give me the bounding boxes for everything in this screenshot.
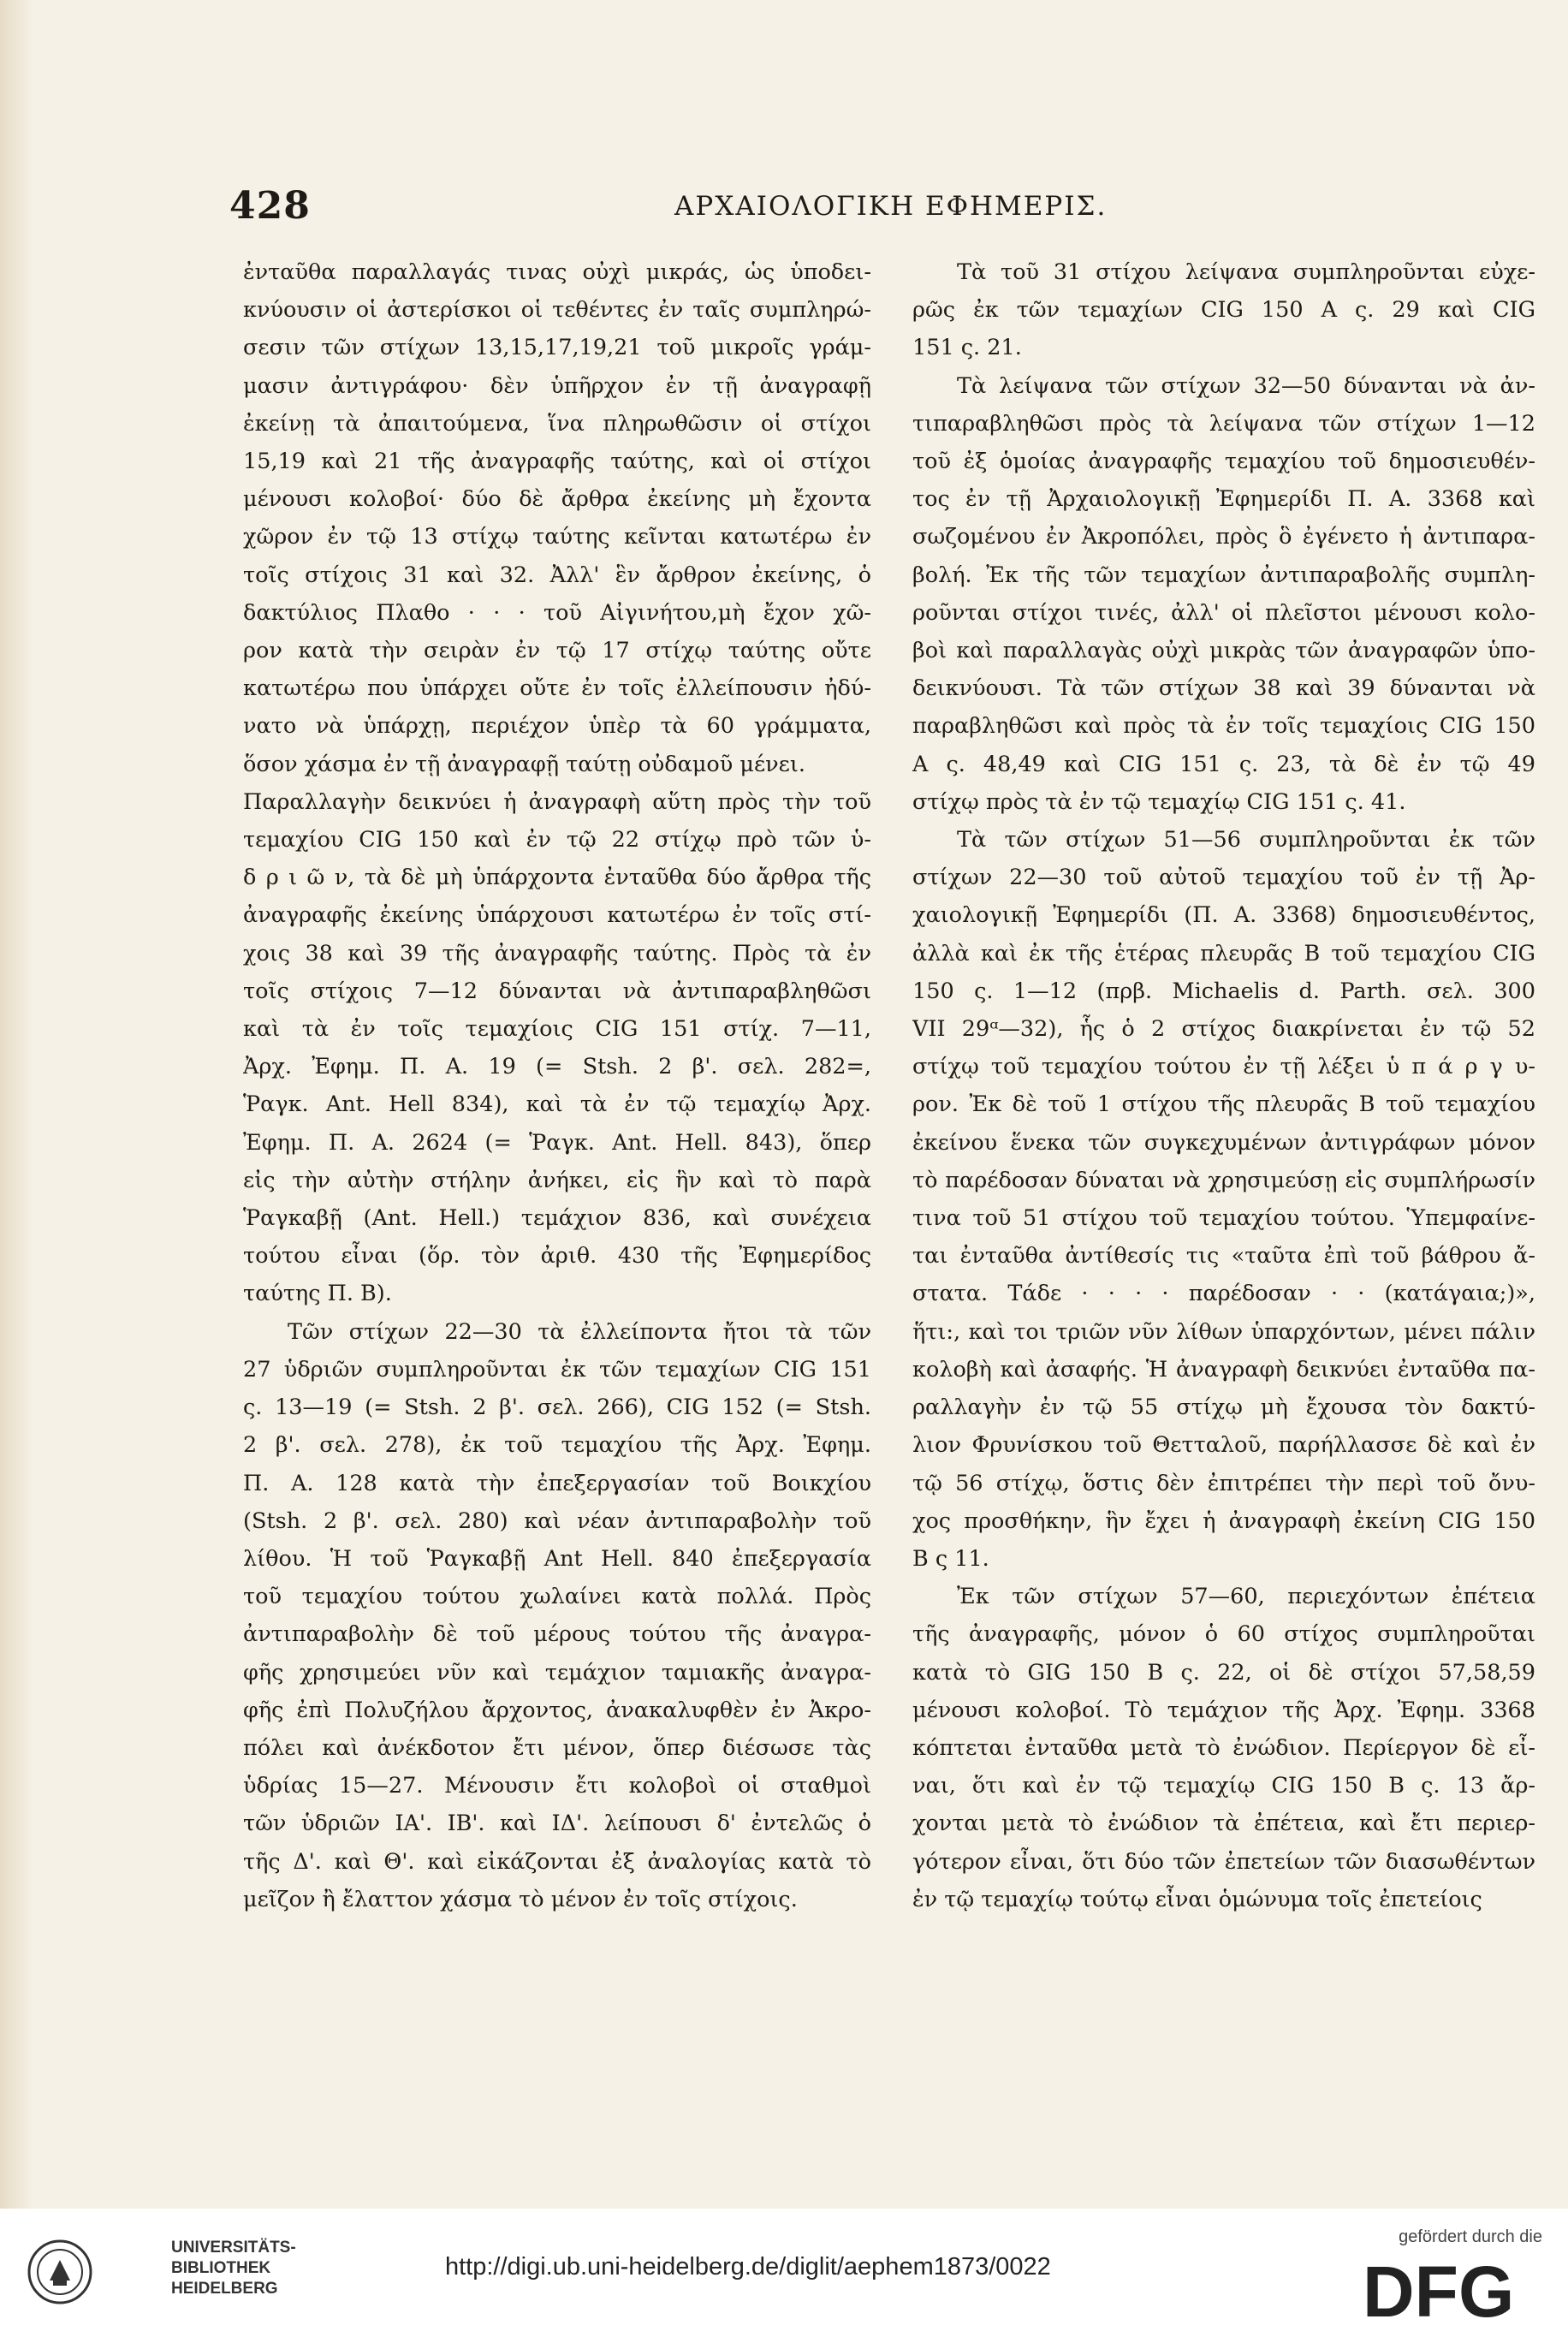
text-line: Τῶν στίχων 22—30 τὰ ἐλλείποντα ἤτοι τὰ τῶν [288, 1318, 871, 1345]
text-line: τοῦ ἐξ ὁμοίας ἀναγραφῆς τεμαχίου τοῦ δημοσιευθέν- [912, 449, 1535, 475]
text-line: ρον κατὰ τὴν σειρὰν ἐν τῷ 17 στίχῳ ταύτης οὔτε [243, 638, 871, 664]
text-line: πόλει καὶ ἀνέκδοτον ἔτι μένον, ὅπερ διέσωσε τὰς [243, 1734, 871, 1761]
library-name-line: HEIDELBERG [171, 2280, 278, 2298]
text-line: χαιολογικῇ Ἐφημερίδι (Π. Α. 3368) δημοσιευθέντος, [912, 902, 1535, 929]
text-line: μένουσι κολοβοί· δύο δὲ ἄρθρα ἐκείνης μὴ ἔχοντα [243, 486, 871, 513]
text-line: στατα. Τάδε · · · · παρέδοσαν · · (κατάγαια;)», [912, 1281, 1535, 1307]
text-line: ἥτι:, καὶ τοι τριῶν νῦν λίθων ὑπαρχόντων, μένει πάλιν [912, 1318, 1535, 1345]
text-line: εἰς τὴν αὐτὴν στήλην ἀνήκει, εἰς ἣν καὶ τὸ παρὰ [243, 1167, 871, 1193]
text-line: μασιν ἀντιγράφου· δὲν ὑπῆρχον ἐν τῇ ἀναγραφῇ [243, 372, 871, 399]
text-line: φῆς χρησιμεύει νῦν καὶ τεμάχιον ταμιακῆς ἀναγρα- [243, 1659, 871, 1686]
text-line: τοῖς στίχοις 31 καὶ 32. Ἀλλ' ἓν ἄρθρον ἐκείνης, ὁ [243, 562, 871, 588]
text-line: Ἐκ τῶν στίχων 57—60, περιεχόντων ἐπέτεια [957, 1584, 1535, 1610]
library-name-line: BIBLIOTHEK [171, 2259, 271, 2277]
viewer-footer [0, 2209, 1568, 2343]
text-line: κατὰ τὸ GIG 150 B ς. 22, οἱ δὲ στίχοι 57,58,59 [912, 1659, 1535, 1686]
text-line: τοῦ τεμαχίου τούτου χωλαίνει κατὰ πολλά. Πρὸς [243, 1584, 871, 1610]
dfg-logo-text: DFG [1363, 2257, 1515, 2325]
text-line: νατο νὰ ὑπάρχῃ, περιέχον ὑπὲρ τὰ 60 γράμματα, [243, 713, 871, 740]
text-line: καὶ τὰ ἐν τοῖς τεμαχίοις CIG 151 στίχ. 7—11, [243, 1016, 871, 1043]
text-line: τοῖς στίχοις 7—12 δύνανται νὰ ἀντιπαραβληθῶσι [243, 978, 871, 1004]
text-line: μεῖζον ἢ ἔλαττον χάσμα τὸ μένον ἐν τοῖς στίχοις. [243, 1886, 798, 1912]
text-line: στίχῳ τοῦ τεμαχίου τούτου ἐν τῇ λέξει ὑ π ά ρ γ υ- [912, 1054, 1535, 1080]
library-name[interactable] [171, 2238, 296, 2299]
text-line: λιον Φρυνίσκου τοῦ Θετταλοῦ, παρήλλασσε δὲ καὶ ἐν [912, 1432, 1535, 1459]
text-line: 150 ς. 1—12 (πρβ. Michaelis d. Parth. σελ. 300 [912, 978, 1535, 1004]
text-line: ἐν τῷ τεμαχίῳ τούτῳ εἶναι ὁμώνυμα τοῖς ἐπετείοις [912, 1886, 1482, 1912]
library-name-line: UNIVERSITÄTS- [171, 2239, 296, 2257]
text-line: δακτύλιος Πλαθο · · · τοῦ Αἰγινήτου,μὴ ἔχον χῶ- [243, 599, 871, 626]
text-line: γότερον εἶναι, ὅτι δύο τῶν ἐπετείων τῶν διασωθέντων [912, 1848, 1535, 1875]
text-line: ραλλαγὴν ἐν τῷ 55 στίχῳ μὴ ἔχουσα τὸν δακτύ- [912, 1395, 1535, 1421]
university-seal-icon[interactable] [24, 2236, 161, 2308]
text-line: χοις 38 καὶ 39 τῆς ἀναγραφῆς ταύτης. Πρὸς τὰ ἐν [243, 940, 871, 966]
text-line: ἀλλὰ καὶ ἐκ τῆς ἑτέρας πλευρᾶς Β τοῦ τεμαχίου CIG [912, 940, 1535, 966]
text-line: τῶν ὑδριῶν ΙΑ'. ΙΒ'. καὶ ΙΔ'. λείπουσι δ' ἐντελῶς ὁ [243, 1811, 871, 1837]
text-line: κνύουσιν οἱ ἀστερίσκοι οἱ τεθέντες ἐν ταῖς συμπληρώ- [243, 297, 871, 324]
text-line: ἐκείνου ἕνεκα τῶν συγκεχυμένων ἀντιγράφων μόνον [912, 1129, 1535, 1156]
text-line: 27 ὑδριῶν συμπληροῦνται ἐκ τῶν τεμαχίων CIG 151 [243, 1356, 871, 1383]
page-edge-shadow [0, 0, 34, 2209]
text-line: ρῶς ἐκ τῶν τεμαχίων CIG 150 A ς. 29 καὶ CIG [912, 297, 1535, 324]
text-line: ρον. Ἐκ δὲ τοῦ 1 στίχου τῆς πλευρᾶς Β τοῦ τεμαχίου [912, 1091, 1535, 1118]
text-line: ἀναγραφῆς ἐκείνης ὑπάρχουσι κατωτέρω ἐν τοῖς στί- [243, 902, 871, 929]
text-line: βοὶ καὶ παραλλαγὰς οὐχὶ μικρὰς τῶν ἀναγραφῶν ὑπο- [912, 638, 1535, 664]
text-line: ς. 13—19 (= Stsh. 2 β'. σελ. 266), CIG 152 (= Stsh. [243, 1395, 871, 1421]
text-line: ταύτης Π. Β). [243, 1281, 392, 1307]
text-line: στίχων 22—30 τοῦ αὐτοῦ τεμαχίου τοῦ ἐν τῇ Ἀρ- [912, 865, 1535, 891]
text-line: Ἀρχ. Ἐφημ. Π. Α. 19 (= Stsh. 2 β'. σελ. 282=, [243, 1054, 871, 1080]
text-line: παραβληθῶσι καὶ πρὸς τὰ ἐν τοῖς τεμαχίοις CIG 150 [912, 713, 1535, 740]
text-line: B ς 11. [912, 1545, 989, 1572]
text-line: δεικνύουσι. Τὰ τῶν στίχων 38 καὶ 39 δύνανται νὰ [912, 675, 1535, 702]
text-line: τιπαραβληθῶσι πρὸς τὰ λείψανα τῶν στίχων 1—12 [912, 410, 1535, 437]
text-line: τῆς Δ'. καὶ Θ'. καὶ εἰκάζονται ἐξ ἀναλογίας κατὰ τὸ [243, 1848, 871, 1875]
text-line: δ ρ ι ῶ ν, τὰ δὲ μὴ ὑπάρχοντα ἐνταῦθα δύο ἄρθρα τῆς [243, 865, 871, 891]
text-line: Π. Α. 128 κατὰ τὴν ἐπεξεργασίαν τοῦ Βοικχίου [243, 1470, 871, 1496]
text-line: 2 β'. σελ. 278), ἐκ τοῦ τεμαχίου τῆς Ἀρχ. Ἐφημ. [243, 1432, 871, 1459]
text-line: στίχῳ πρὸς τὰ ἐν τῷ τεμαχίῳ CIG 151 ς. 41. [912, 788, 1406, 815]
page-number: 428 [229, 184, 311, 228]
text-line: φῆς ἐπὶ Πολυζήλου ἄρχοντος, ἀνακαλυφθὲν ἐν Ἀκρο- [243, 1697, 871, 1723]
text-line: σωζομένου ἐν Ἀκροπόλει, πρὸς ὃ ἐγένετο ἡ ἀντιπαρα- [912, 524, 1535, 550]
text-line: (Stsh. 2 β'. σελ. 280) καὶ νέαν ἀντιπαραβολὴν τοῦ [243, 1507, 871, 1534]
text-line: τῷ 56 στίχῳ, ὅστις δὲν ἐπιτρέπει τὴν περὶ τοῦ ὄνυ- [912, 1470, 1535, 1496]
text-line: τούτου εἶναι (ὅρ. τὸν ἀριθ. 430 τῆς Ἐφημερίδος [243, 1243, 871, 1270]
text-line: χονται μετὰ τὸ ἐνώδιον τὰ ἐπέτεια, καὶ ἔτι περιερ- [912, 1811, 1535, 1837]
text-line: ἀντιπαραβολὴν δὲ τοῦ μέρους τούτου τῆς ἀναγρα- [243, 1621, 871, 1648]
text-line: 151 ς. 21. [912, 335, 1022, 361]
text-line: χῶρον ἐν τῷ 13 στίχῳ ταύτης κεῖνται κατωτέρω ἐν [243, 524, 871, 550]
funded-by-label: gefördert durch die [1399, 2227, 1542, 2246]
right-text-column [912, 253, 1535, 1918]
text-line: τος ἐν τῇ Ἀρχαιολογικῇ Ἐφημερίδι Π. Α. 3368 καὶ [912, 486, 1535, 513]
text-line: VII 29ᵅ—32), ἧς ὁ 2 στίχος διακρίνεται ἐν τῷ 52 [912, 1016, 1535, 1043]
text-line: ὅσον χάσμα ἐν τῇ ἀναγραφῇ ταύτῃ οὐδαμοῦ μένει. [243, 751, 805, 777]
text-line: Παραλλαγὴν δεικνύει ἡ ἀναγραφὴ αὕτη πρὸς τὴν τοῦ [243, 788, 871, 815]
text-line: κατωτέρω που ὑπάρχει οὔτε ἐν τοῖς ἐλλείπουσιν ἠδύ- [243, 675, 871, 702]
text-line: βολή. Ἐκ τῆς τῶν τεμαχίων ἀντιπαραβολῆς συμπλη- [912, 562, 1535, 588]
text-line: τὸ παρέδοσαν δύναται νὰ χρησιμεύσῃ εἰς συμπλήρωσίν [912, 1167, 1535, 1193]
text-line: Ἐφημ. Π. Α. 2624 (= Ῥαγκ. Ant. Hell. 843), ὅπερ [243, 1129, 871, 1156]
text-line: Τὰ τῶν στίχων 51—56 συμπληροῦνται ἐκ τῶν [957, 827, 1535, 853]
text-line: ροῦνται στίχοι τινές, ἀλλ' οἱ πλεῖστοι μένουσι κολο- [912, 599, 1535, 626]
running-title: ΑΡΧΑΙΟΛΟΓΙΚΗ ΕΦΗΜΕΡΙΣ. [674, 191, 1108, 222]
text-line: τῆς ἀναγραφῆς, μόνον ὁ 60 στίχος συμπληροῦται [912, 1621, 1535, 1648]
text-line: Τὰ λείψανα τῶν στίχων 32—50 δύνανται νὰ ἀν- [957, 372, 1535, 399]
text-line: Ῥαγκαβῇ (Ant. Hell.) τεμάχιον 836, καὶ συνέχεια [243, 1205, 871, 1232]
left-text-column [243, 253, 871, 1918]
dfg-logo-icon[interactable] [1363, 2257, 1542, 2325]
text-line: Ῥαγκ. Ant. Hell 834), καὶ τὰ ἐν τῷ τεμαχίῳ Ἀρχ. [243, 1091, 871, 1118]
permalink-url[interactable]: http://digi.ub.uni-heidelberg.de/diglit/aephem1873/0022 [445, 2253, 1051, 2281]
text-line: ὑδρίας 15—27. Μένουσιν ἔτι κολοβοὶ οἱ σταθμοὶ [243, 1773, 871, 1799]
text-line: A ς. 48,49 καὶ CIG 151 ς. 23, τὰ δὲ ἐν τῷ 49 [912, 751, 1535, 777]
text-line: ἐκείνῃ τὰ ἀπαιτούμενα, ἵνα πληρωθῶσιν οἱ στίχοι [243, 410, 871, 437]
text-line: κόπτεται ἐνταῦθα μετὰ τὸ ἐνώδιον. Περίεργον δὲ εἶ- [912, 1734, 1535, 1761]
text-line: ἐνταῦθα παραλλαγάς τινας οὐχὶ μικράς, ὡς ὑποδει- [243, 259, 871, 285]
text-line: μένουσι κολοβοί. Τὸ τεμάχιον τῆς Ἀρχ. Ἐφημ. 3368 [912, 1697, 1535, 1723]
text-line: λίθου. Ἡ τοῦ Ῥαγκαβῇ Ant Hell. 840 ἐπεξεργασία [243, 1545, 871, 1572]
text-line: κολοβὴ καὶ ἀσαφής. Ἡ ἀναγραφὴ δεικνύει ἐνταῦθα πα- [912, 1356, 1535, 1383]
text-line: τινα τοῦ 51 στίχου τοῦ τεμαχίου τούτου. Ὑπεμφαίνε- [912, 1205, 1535, 1232]
text-line: 15,19 καὶ 21 τῆς ἀναγραφῆς ταύτης, καὶ οἱ στίχοι [243, 449, 871, 475]
text-line: ται ἐνταῦθα ἀντίθεσίς τις «ταῦτα ἐπὶ τοῦ βάθρου ἄ- [912, 1243, 1535, 1270]
text-line: τεμαχίου CIG 150 καὶ ἐν τῷ 22 στίχῳ πρὸ τῶν ὑ- [243, 827, 871, 853]
text-line: χος προσθήκην, ἣν ἔχει ἡ ἀναγραφὴ ἐκείνη CIG 150 [912, 1507, 1535, 1534]
text-line: ναι, ὅτι καὶ ἐν τῷ τεμαχίῳ CIG 150 B ς. 13 ἄρ- [912, 1773, 1535, 1799]
page-header [229, 184, 1568, 235]
text-line: Τὰ τοῦ 31 στίχου λείψανα συμπληροῦνται εὐχε- [957, 259, 1535, 285]
text-line: σεσιν τῶν στίχων 13,15,17,19,21 τοῦ μικροῖς γράμ- [243, 335, 871, 361]
